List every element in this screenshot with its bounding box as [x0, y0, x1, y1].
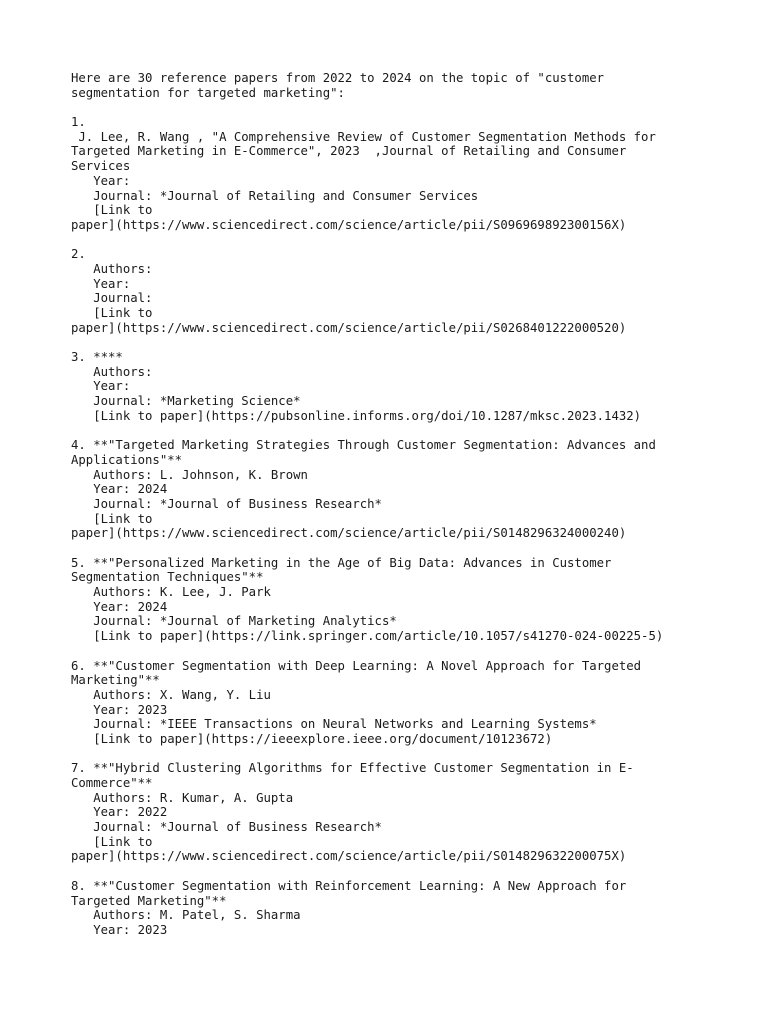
- text-line: Services: [71, 159, 131, 174]
- text-line: paper](https://www.sciencedirect.com/science/article/pii/S096969892300156X): [71, 217, 627, 232]
- text-line: paper](https://www.sciencedirect.com/science/article/pii/S0268401222000520): [71, 320, 627, 335]
- text-line: Applications"**: [71, 452, 183, 467]
- text-line: [Link to paper](https://ieeexplore.ieee.org/document/10123672): [71, 731, 553, 746]
- text-line: Year: 2022: [71, 805, 168, 820]
- text-line: Commerce"**: [71, 776, 153, 790]
- text-line: Segmentation Techniques"**: [71, 570, 264, 585]
- text-line: Authors: K. Lee, J. Park: [71, 585, 271, 600]
- text-line: Year: 2023: [71, 922, 168, 937]
- text-line: Year:: [71, 379, 131, 394]
- text-line: Authors: R. Kumar, A. Gupta: [71, 790, 294, 805]
- text-line: Journal:: [71, 291, 153, 306]
- text-line: Authors: X. Wang, Y. Liu: [71, 687, 271, 702]
- text-line: Journal: *Journal of Business Research*: [71, 496, 382, 511]
- text-line: Year: 2023: [71, 702, 168, 717]
- text-line: Targeted Marketing"**: [71, 893, 227, 908]
- text-line: Year:: [71, 276, 131, 291]
- blank-line: [71, 864, 761, 879]
- text-line: Authors:: [71, 364, 153, 379]
- text-line: Journal: *IEEE Transactions on Neural Networks and Learning Systems*: [71, 717, 597, 732]
- text-line: Journal: *Marketing Science*: [71, 394, 301, 409]
- text-line: [Link to paper](https://link.springer.com/article/10.1057/s41270-024-00225-5): [71, 629, 664, 644]
- blank-line: [71, 644, 761, 659]
- text-line: Marketing"**: [71, 673, 160, 688]
- text-line: Journal: *Journal of Business Research*: [71, 820, 382, 835]
- text-line: 6. **"Customer Segmentation with Deep Learning: A Novel Approach for Targeted: [71, 658, 642, 673]
- text-line: [Link to: [71, 511, 153, 526]
- text-line: Year: 2024: [71, 599, 168, 614]
- blank-line: [71, 100, 761, 115]
- blank-line: [71, 424, 761, 439]
- text-line: 2.: [71, 247, 86, 262]
- text-line: 4. **"Targeted Marketing Strategies Through Customer Segmentation: Advances and: [71, 438, 656, 453]
- text-line: 5. **"Personalized Marketing in the Age of Big Data: Advances in Customer: [71, 555, 612, 570]
- text-line: Here are 30 reference papers from 2022 to 2024 on the topic of "customer: [71, 71, 605, 85]
- text-line: paper](https://www.sciencedirect.com/science/article/pii/S014829632200075X): [71, 849, 627, 864]
- text-line: 3. ****: [71, 350, 123, 365]
- text-line: Year: 2024: [71, 482, 168, 497]
- text-line: Authors: M. Patel, S. Sharma: [71, 908, 301, 923]
- text-line: Authors: L. Johnson, K. Brown: [71, 467, 308, 482]
- text-line: 7. **"Hybrid Clustering Algorithms for Effective Customer Segmentation in E-: [71, 761, 634, 776]
- text-line: Targeted Marketing in E-Commerce", 2023 ,Journal of Retailing and Consumer: [71, 144, 627, 159]
- text-line: paper](https://www.sciencedirect.com/science/article/pii/S0148296324000240): [71, 526, 627, 541]
- blank-line: [71, 747, 761, 762]
- text-line: Journal: *Journal of Retailing and Consumer Services: [71, 188, 479, 203]
- text-line: [Link to: [71, 203, 153, 218]
- text-line: Year:: [71, 173, 131, 188]
- text-line: [Link to: [71, 306, 153, 320]
- text-line: segmentation for targeted marketing":: [71, 85, 345, 100]
- text-line: 1.: [71, 115, 86, 130]
- text-line: Journal: *Journal of Marketing Analytics*: [71, 614, 397, 629]
- text-line: J. Lee, R. Wang , "A Comprehensive Review of Customer Segmentation Methods for: [71, 129, 656, 144]
- blank-line: [71, 541, 761, 556]
- blank-line: [71, 335, 761, 350]
- blank-line: [71, 233, 761, 248]
- document-page: [71, 71, 761, 938]
- text-line: Authors:: [71, 261, 153, 276]
- text-line: [Link to: [71, 834, 153, 849]
- text-line: [Link to paper](https://pubsonline.informs.org/doi/10.1287/mksc.2023.1432): [71, 408, 642, 423]
- text-line: 8. **"Customer Segmentation with Reinforcement Learning: A New Approach for: [71, 878, 627, 893]
